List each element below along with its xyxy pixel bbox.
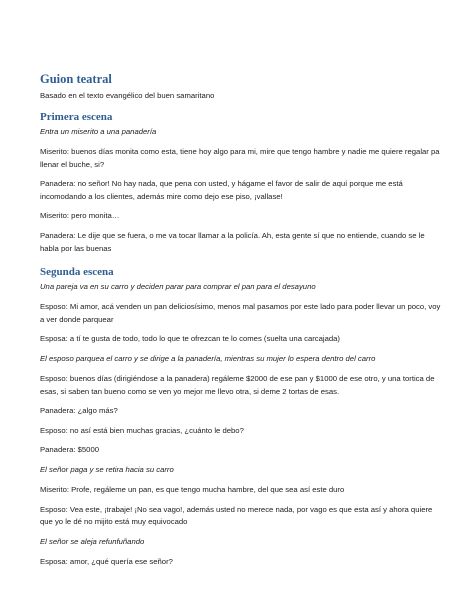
dialogue-line: Esposo: no así está bien muchas gracias, ¿cuánto le debo?: [40, 425, 244, 435]
stage-direction: Una pareja va en su carro y deciden parar para comprar el pan para el desayuno: [40, 282, 316, 292]
dialogue-line: Miserito: Profe, regáleme un pan, es que tengo mucha hambre, del que sea así este duro: [40, 484, 345, 494]
stage-direction: Entra un miserito a una panadería: [40, 127, 157, 136]
dialogue-line: Panadera: Le dije que se fuera, o me va tocar llamar a la policía. Ah, esta gente sí que no entiende, cuando se le habla por las buenas: [40, 230, 425, 253]
dialogue-line: Panadera: no señor! No hay nada, que pena con usted, y hágame el favor de salir de aquí porque me está incomodando a los clientes, además mire como dejo ese piso, ¡vallase!: [40, 179, 403, 201]
dialogue-line: Esposa: a tí te gusta de todo, todo lo que te ofrezcan te lo comes (suelta una carcajada): [40, 334, 340, 344]
document-page: [40, 72, 445, 575]
dialogue-line: Panadera: $5000: [40, 445, 99, 455]
scene-1-heading: Primera escena: [40, 111, 113, 123]
document-title: Guion teatral: [40, 72, 112, 86]
stage-direction: El señor se aleja refunfuñando: [40, 536, 145, 546]
scene-2-heading: Segunda escena: [40, 266, 114, 279]
scene-2: [40, 265, 445, 568]
dialogue-line: Esposa: amor, ¿qué quería ese señor?: [40, 556, 173, 566]
dialogue-line: Miserito: pero monita…: [40, 211, 120, 221]
stage-direction: El señor paga y se retira hacia su carro: [40, 464, 174, 474]
dialogue-line: Panadera: ¿algo más?: [40, 406, 118, 416]
dialogue-line: Esposo: Mi amor, acá venden un pan deliciosísimo, menos mal pasamos por este lado para poder llevar un poco, voy a ver donde parquear: [40, 302, 441, 324]
stage-direction: El esposo parquea el carro y se dirige a la panadería, mientras su mujer lo espera dentro del carro: [40, 353, 376, 363]
dialogue-line: Esposo: Vea este, ¡trabaje! ¡No sea vago!, además usted no merece nada, por vago es que esta así y ahora quiere que yo le dé no mijito está muy equivocado: [40, 504, 433, 527]
scene-1: [40, 110, 445, 255]
document-subtitle: Basado en el texto evangélico del buen samaritano: [40, 91, 215, 100]
dialogue-line: Esposo: buenos días (dirigiéndose a la panadera) regáleme $2000 de ese pan y $1000 de ese otro, y una tortica de esas, si saben tan bueno como se ven yo mejor me llevo otra, si deme 2 tortas de esas.: [40, 373, 435, 396]
dialogue-line: Miserito: buenos días monita como esta, tiene hoy algo para mi, mire que tengo hambre y nadie me quiere regalar pa llenar el buche, si?: [40, 147, 440, 169]
